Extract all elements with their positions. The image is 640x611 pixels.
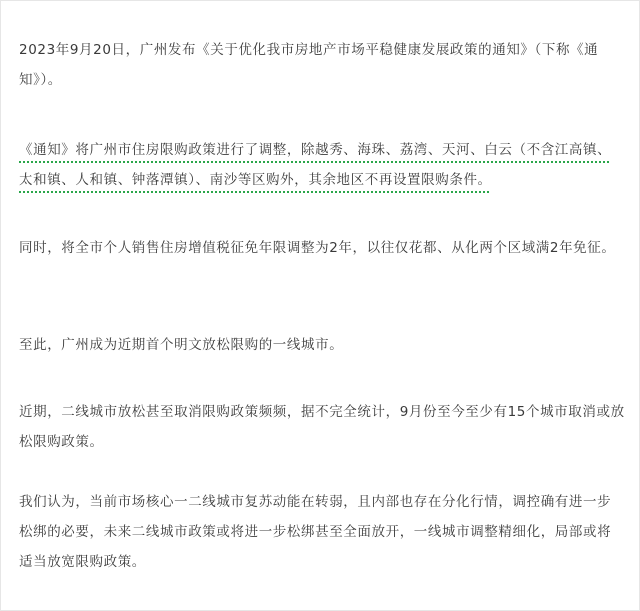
underlined-text: 《通知》将广州市住房限购政策进行了调整，除越秀、海珠、荔湾、天河、白云（不含江高镇、太和镇、人和镇、钟落潭镇）、南沙等区购外，其余地区不再设置限购条件。 bbox=[19, 142, 612, 188]
paragraph-policy-adjustment bbox=[19, 135, 625, 195]
paragraph-first-tier-city: 至此，广州成为近期首个明文放松限购的一线城市。 bbox=[19, 337, 344, 353]
paragraph-second-tier-cities: 近期，二线城市放松甚至取消限购政策频频，据不完全统计，9月份至今至少有15个城市取消或放松限购政策。 bbox=[19, 404, 625, 450]
paragraph-analysis: 我们认为，当前市场核心一二线城市复苏动能在转弱，且内部也存在分化行情，调控确有进一步松绑的必要，未来二线城市政策或将进一步松绑甚至全面放开，一线城市调整精细化，局部或将适当放宽限购政策。 bbox=[19, 494, 612, 570]
paragraph-tax-exemption: 同时，将全市个人销售住房增值税征免年限调整为2年，以往仅花都、从化两个区域满2年免征。 bbox=[19, 240, 616, 256]
paragraph-announcement: 2023年9月20日，广州发布《关于优化我市房地产市场平稳健康发展政策的通知》（下称《通知》）。 bbox=[19, 42, 599, 88]
